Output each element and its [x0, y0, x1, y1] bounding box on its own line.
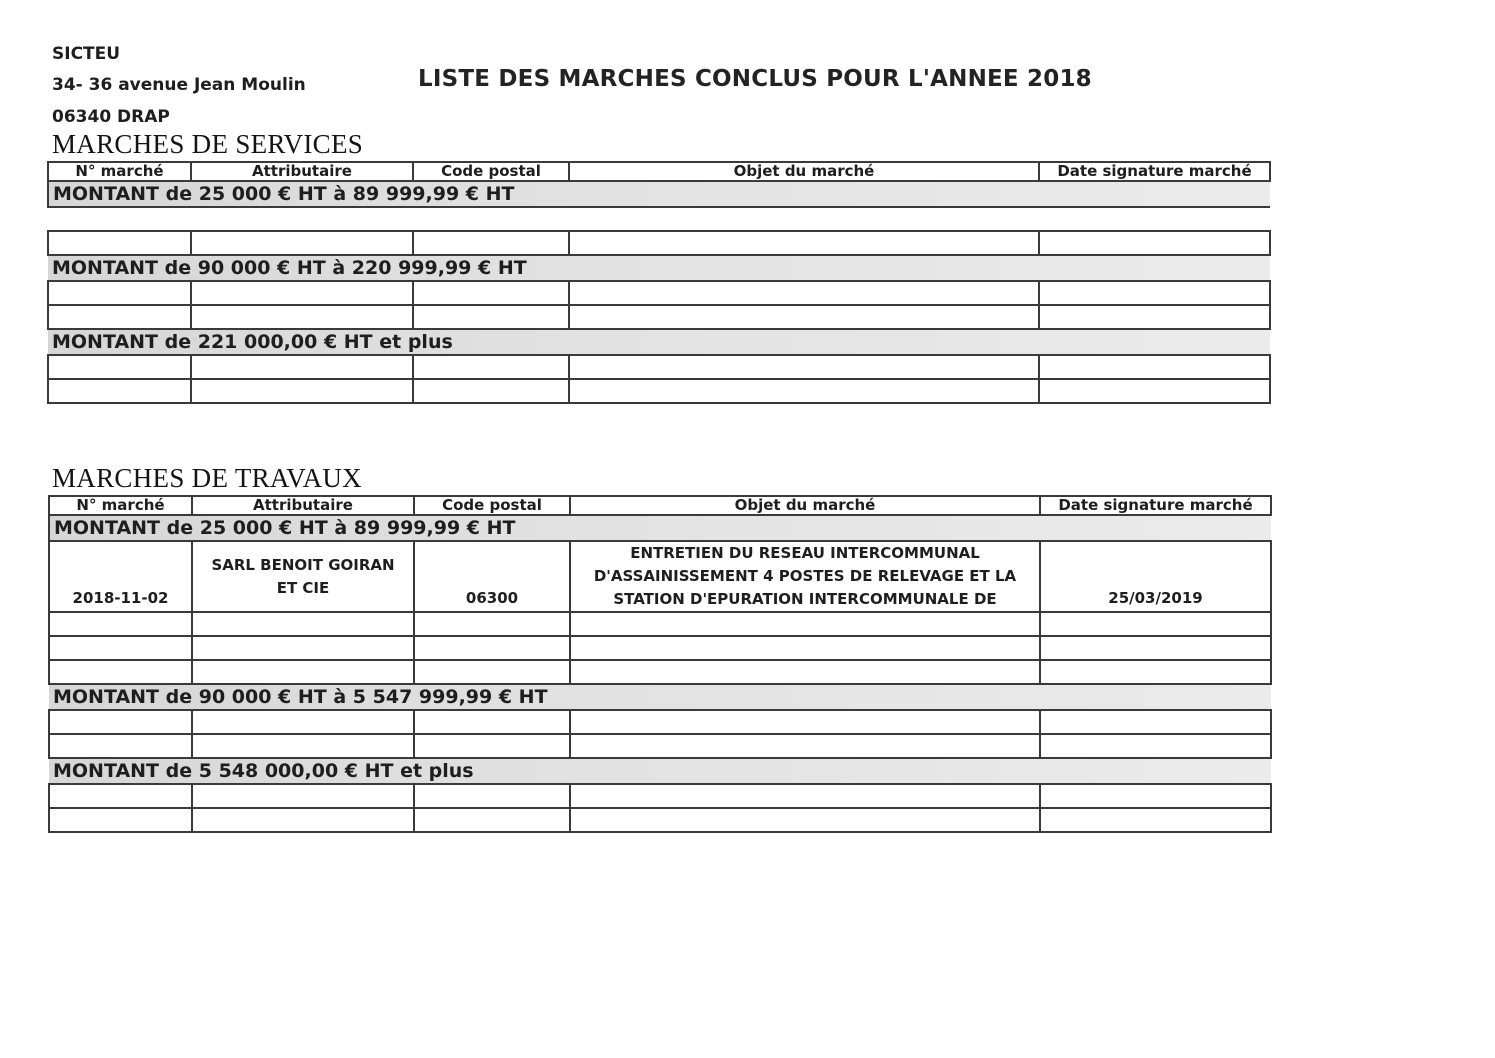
band-label: MONTANT de 221 000,00 € HT et plus [48, 329, 1270, 355]
table-row [48, 379, 1270, 403]
document-title: LISTE DES MARCHES CONCLUS POUR L'ANNEE 2018 [418, 66, 1092, 92]
objet-line: ENTRETIEN DU RESEAU INTERCOMMUNAL [630, 544, 980, 562]
band-label: MONTANT de 90 000 € HT à 220 999,99 € HT [48, 255, 1270, 281]
services-band-2 [48, 255, 1270, 281]
travaux-band-3 [49, 758, 1271, 784]
attributaire-line: SARL BENOIT GOIRAN [211, 555, 395, 574]
col-numero: N° marché [48, 162, 191, 181]
cell-attributaire [192, 541, 414, 612]
org-address: 34- 36 avenue Jean Moulin [52, 75, 306, 95]
section-title-travaux: MARCHES DE TRAVAUX [52, 463, 362, 493]
col-numero: N° marché [49, 496, 192, 515]
travaux-table [48, 495, 1272, 833]
col-date-signature: Date signature marché [1040, 496, 1271, 515]
table-row [48, 281, 1270, 305]
col-code-postal: Code postal [413, 162, 569, 181]
table-row [49, 734, 1271, 758]
section-title-services: MARCHES DE SERVICES [52, 129, 364, 159]
travaux-band-1 [49, 515, 1271, 541]
table-row [49, 660, 1271, 684]
col-objet: Objet du marché [570, 496, 1040, 515]
table-row [49, 808, 1271, 832]
col-attributaire: Attributaire [191, 162, 413, 181]
table-row [49, 784, 1271, 808]
table-row [48, 355, 1270, 379]
col-code-postal: Code postal [414, 496, 570, 515]
services-band-1 [48, 181, 1270, 207]
org-city: 06340 DRAP [52, 107, 170, 127]
cell-date-signature: 25/03/2019 [1040, 541, 1271, 612]
cell-objet [570, 541, 1040, 612]
band-label: MONTANT de 90 000 € HT à 5 547 999,99 € HT [49, 684, 1271, 710]
band-label: MONTANT de 25 000 € HT à 89 999,99 € HT [48, 181, 1270, 207]
cell-code-postal: 06300 [414, 541, 570, 612]
col-date-signature: Date signature marché [1039, 162, 1270, 181]
objet-line: D'ASSAINISSEMENT 4 POSTES DE RELEVAGE ET LA [593, 567, 1017, 585]
objet-line: STATION D'EPURATION INTERCOMMUNALE DE [613, 590, 997, 608]
services-table [47, 161, 1271, 404]
travaux-band-2 [49, 684, 1271, 710]
table-row [48, 305, 1270, 329]
table-row [49, 636, 1271, 660]
table-row [49, 612, 1271, 636]
travaux-header-row [49, 496, 1271, 515]
cell-numero: 2018-11-02 [49, 541, 192, 612]
table-row [49, 541, 1271, 612]
services-band-3 [48, 329, 1270, 355]
table-row [48, 231, 1270, 255]
col-attributaire: Attributaire [192, 496, 414, 515]
band-label: MONTANT de 5 548 000,00 € HT et plus [49, 758, 1271, 784]
table-row [49, 710, 1271, 734]
attributaire-line: ET CIE [276, 578, 330, 597]
col-objet: Objet du marché [569, 162, 1039, 181]
band-label: MONTANT de 25 000 € HT à 89 999,99 € HT [49, 515, 1271, 541]
org-name: SICTEU [52, 44, 121, 64]
services-header-row [48, 162, 1270, 181]
